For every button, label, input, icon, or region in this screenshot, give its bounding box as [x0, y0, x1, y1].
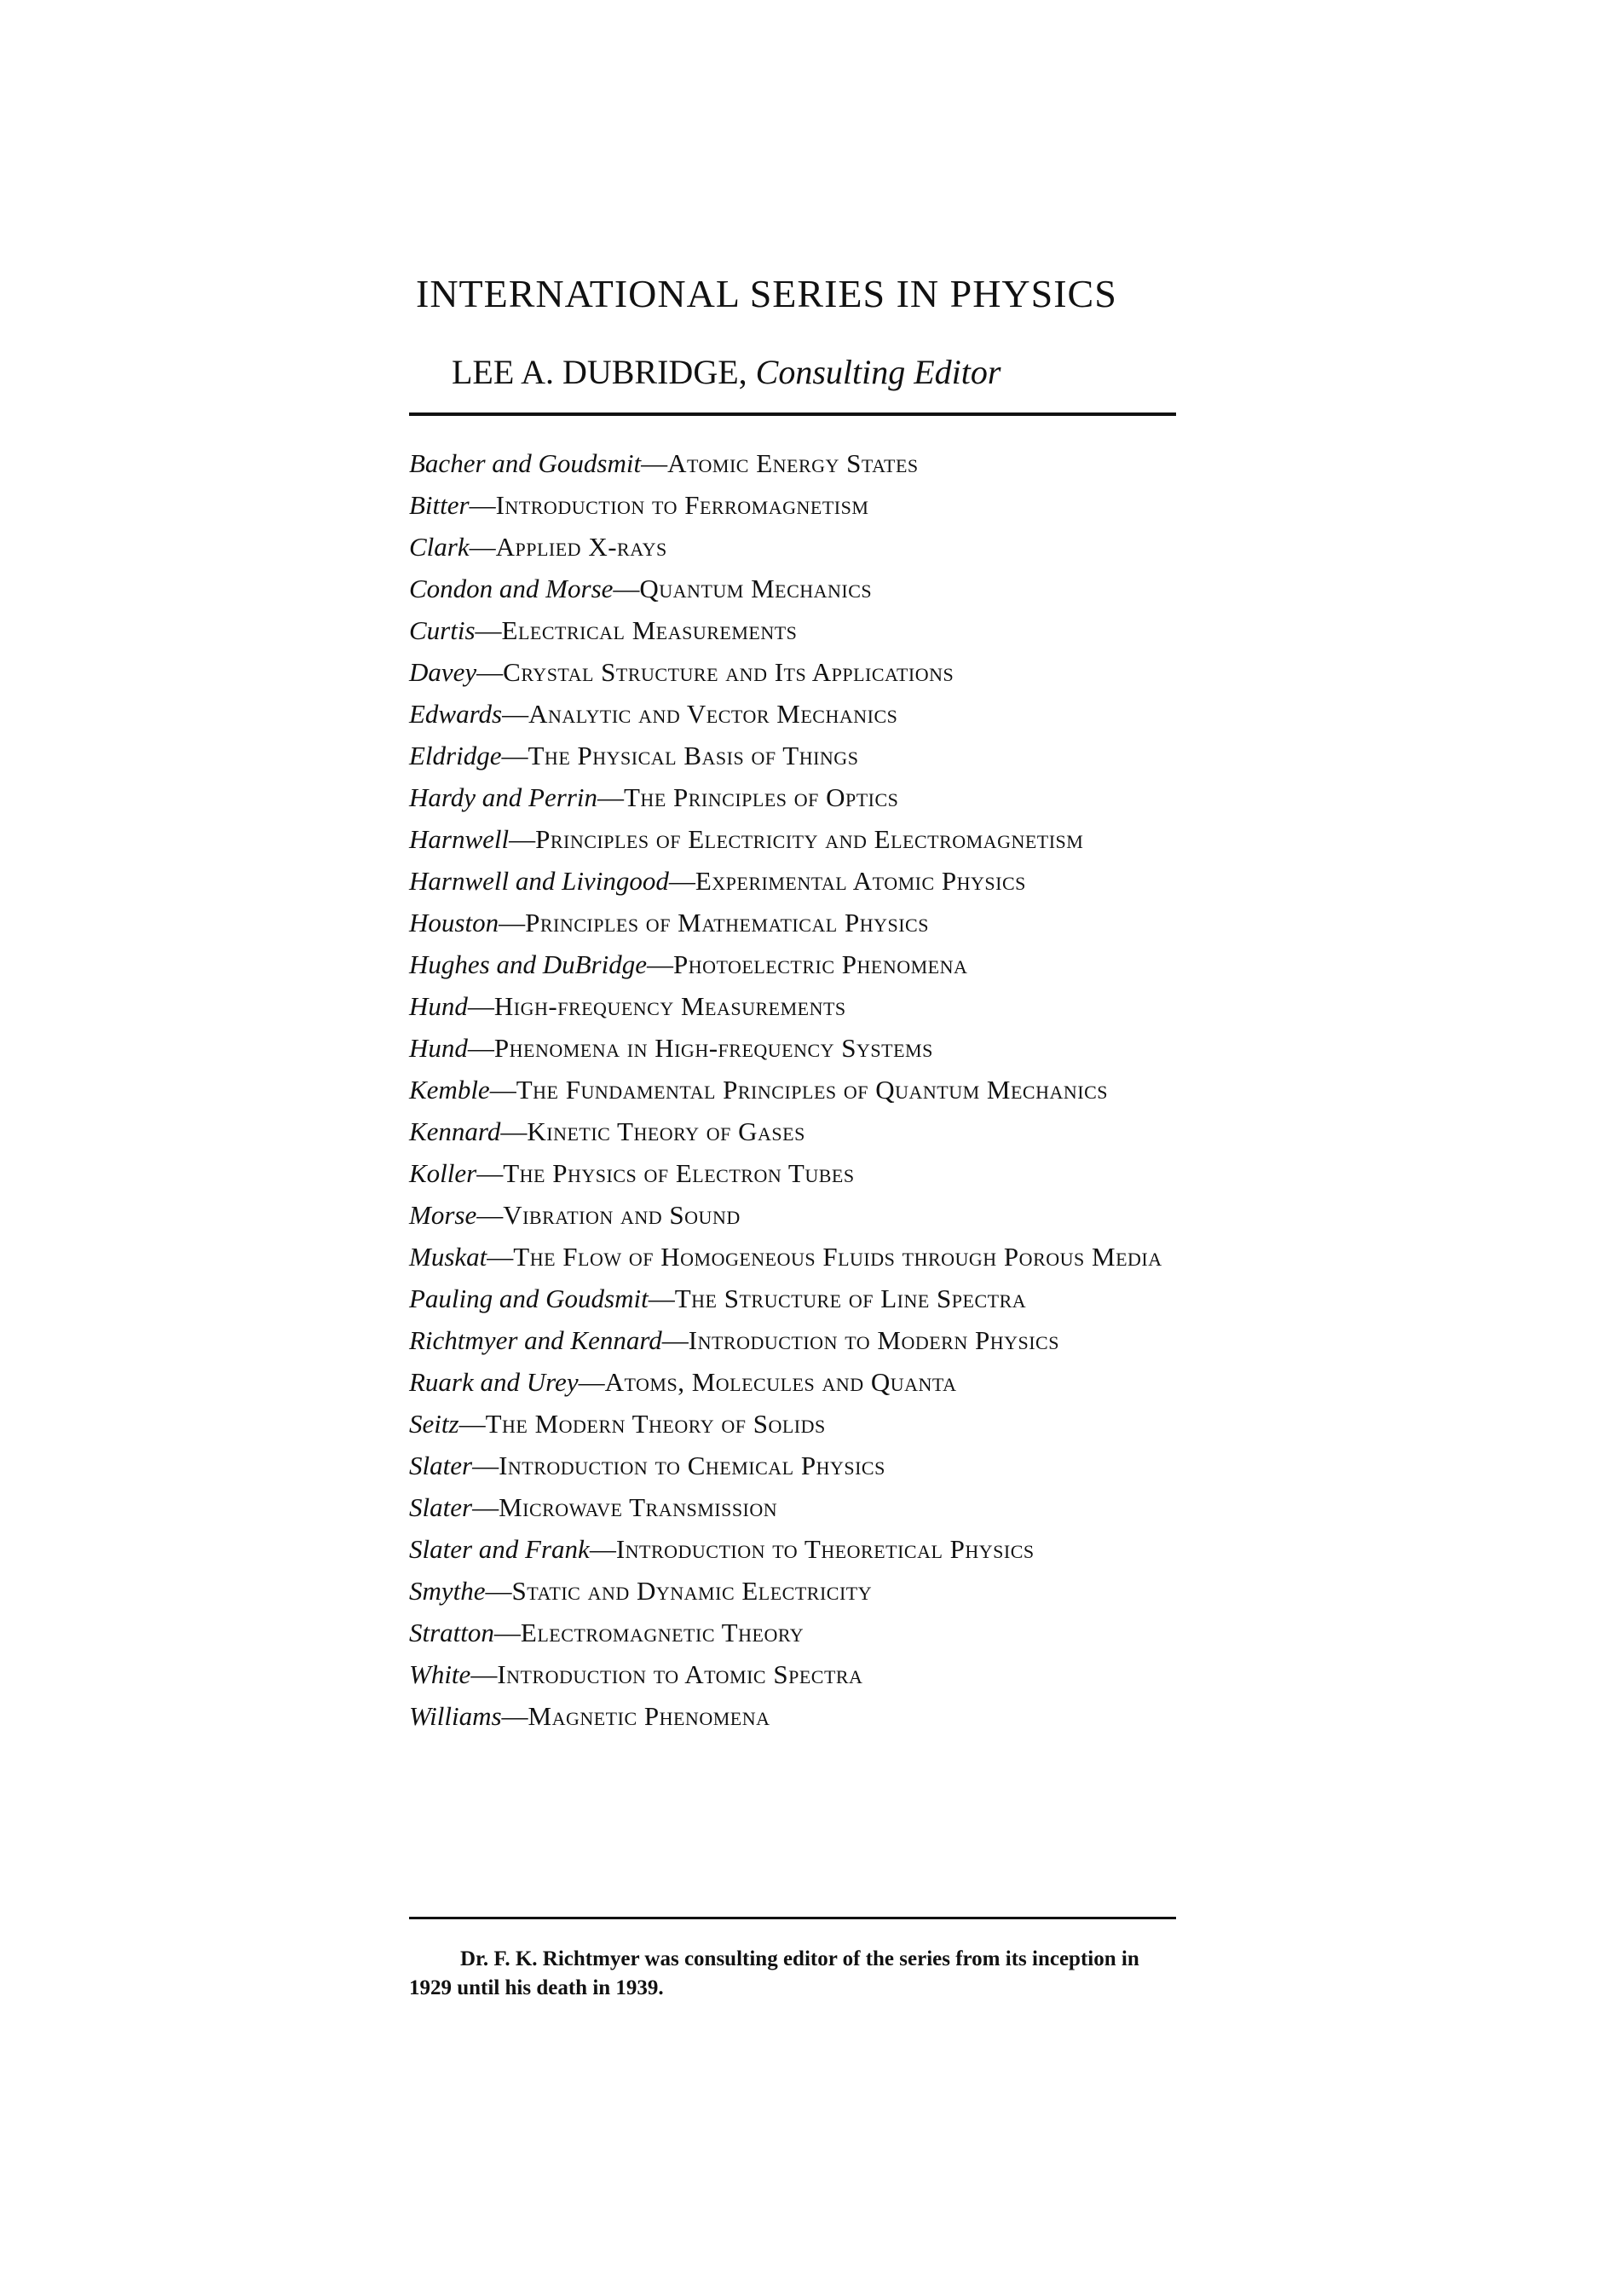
book-entry — [409, 1152, 1176, 1194]
entry-separator: — — [467, 991, 494, 1021]
entry-title: Atoms, Molecules and Quanta — [604, 1367, 957, 1397]
editor-name: LEE A. DUBRIDGE — [452, 353, 739, 391]
entry-title: The Physics of Electron Tubes — [503, 1158, 855, 1188]
book-entry — [409, 1111, 1176, 1152]
entry-separator: — — [467, 1033, 494, 1063]
entry-author: Edwards — [409, 699, 503, 729]
book-entry — [409, 1612, 1176, 1653]
book-entry — [409, 568, 1176, 609]
entry-author: Morse — [409, 1200, 477, 1230]
header-rule — [409, 412, 1176, 416]
book-entry — [409, 609, 1176, 651]
entry-title: Kinetic Theory of Gases — [527, 1116, 805, 1146]
entry-separator: — — [475, 615, 502, 645]
entry-author: Ruark and Urey — [409, 1367, 579, 1397]
entry-separator: — — [469, 532, 496, 562]
entry-separator: — — [493, 1618, 521, 1647]
entry-separator: — — [487, 1242, 514, 1272]
entry-author: Hund — [409, 991, 468, 1021]
entry-author: Houston — [409, 908, 499, 937]
book-entry — [409, 776, 1176, 818]
entry-author: Pauling and Goudsmit — [409, 1284, 649, 1313]
footnote-rule — [409, 1917, 1176, 1919]
entry-separator: — — [648, 1284, 675, 1313]
book-entry — [409, 1528, 1176, 1570]
book-entry — [409, 1403, 1176, 1445]
entry-author: White — [409, 1659, 471, 1689]
entry-title: Introduction to Modern Physics — [688, 1325, 1059, 1355]
book-entry — [409, 1445, 1176, 1486]
entry-author: Slater — [409, 1492, 473, 1522]
entry-author: Clark — [409, 532, 470, 562]
entry-title: Experimental Atomic Physics — [695, 866, 1026, 896]
entry-separator: — — [472, 1451, 499, 1480]
entry-separator: — — [470, 1659, 498, 1689]
book-entry — [409, 1653, 1176, 1695]
series-title: INTERNATIONAL SERIES IN PHYSICS — [416, 272, 1117, 315]
entry-title: Electromagnetic Theory — [520, 1618, 804, 1647]
entry-separator: — — [485, 1576, 512, 1606]
entry-title: The Fundamental Principles of Quantum Mechanics — [516, 1075, 1109, 1105]
entry-separator: — — [469, 490, 496, 520]
entry-title: Magnetic Phenomena — [528, 1701, 770, 1731]
entry-separator: — — [641, 448, 668, 478]
entry-separator: — — [476, 1158, 504, 1188]
entry-separator: — — [613, 574, 640, 603]
editor-line — [452, 352, 1219, 392]
footnote: Dr. F. K. Richtmyer was consulting editor of the series from its inception in 1929 until his death in 1939. — [409, 1947, 1139, 1999]
entry-author: Koller — [409, 1158, 477, 1188]
entry-separator: — — [501, 1701, 528, 1731]
entry-author: Condon and Morse — [409, 574, 614, 603]
book-entry — [409, 1278, 1176, 1319]
book-entry — [409, 1570, 1176, 1612]
entry-author: Bacher and Goudsmit — [409, 448, 642, 478]
book-entry — [409, 735, 1176, 776]
entry-title: Analytic and Vector Mechanics — [528, 699, 898, 729]
entry-author: Hund — [409, 1033, 468, 1063]
entry-author: Eldridge — [409, 741, 502, 770]
entry-title: Introduction to Theoretical Physics — [615, 1534, 1035, 1564]
entry-author: Stratton — [409, 1618, 494, 1647]
entry-author: Hughes and DuBridge — [409, 949, 647, 979]
entry-title: Quantum Mechanics — [639, 574, 873, 603]
entry-separator: — — [489, 1075, 516, 1105]
entry-separator: — — [499, 908, 526, 937]
entry-separator: — — [646, 949, 673, 979]
entry-author: Curtis — [409, 615, 476, 645]
entry-author: Kennard — [409, 1116, 501, 1146]
book-entry — [409, 693, 1176, 735]
entry-title: Electrical Measurements — [501, 615, 798, 645]
editor-role: Consulting Editor — [755, 353, 1001, 391]
entry-author: Muskat — [409, 1242, 487, 1272]
entry-separator: — — [502, 699, 529, 729]
entry-author: Harnwell and Livingood — [409, 866, 669, 896]
entry-author: Seitz — [409, 1409, 459, 1439]
entry-separator: — — [476, 657, 504, 687]
book-entry — [409, 442, 1176, 484]
entry-separator: — — [472, 1492, 499, 1522]
book-entry — [409, 860, 1176, 902]
book-entry — [409, 1194, 1176, 1236]
book-entry — [409, 1027, 1176, 1069]
book-entry — [409, 1319, 1176, 1361]
entry-separator: — — [668, 866, 695, 896]
book-entry — [409, 985, 1176, 1027]
entry-title: Applied X-rays — [495, 532, 667, 562]
entry-title: The Principles of Optics — [624, 782, 899, 812]
entry-separator: — — [578, 1367, 605, 1397]
entry-separator: — — [476, 1200, 504, 1230]
entry-author: Davey — [409, 657, 477, 687]
editor-comma: , — [738, 353, 756, 391]
entry-separator: — — [589, 1534, 616, 1564]
entry-author: Richtmyer and Kennard — [409, 1325, 662, 1355]
entry-title: Photoelectric Phenomena — [672, 949, 968, 979]
book-entry — [409, 1361, 1176, 1403]
entry-separator: — — [597, 782, 624, 812]
book-entry — [409, 484, 1176, 526]
entry-title: Atomic Energy States — [667, 448, 919, 478]
entry-title: The Modern Theory of Solids — [485, 1409, 826, 1439]
entry-title: Introduction to Ferromagnetism — [495, 490, 869, 520]
entry-author: Williams — [409, 1701, 502, 1731]
entry-separator: — — [661, 1325, 689, 1355]
entry-title: Microwave Transmission — [499, 1492, 778, 1522]
entry-title: Principles of Electricity and Electromagnetism — [535, 824, 1084, 854]
entry-separator: — — [500, 1116, 528, 1146]
entry-title: Introduction to Atomic Spectra — [497, 1659, 863, 1689]
entry-author: Kemble — [409, 1075, 490, 1105]
book-entry — [409, 818, 1176, 860]
book-entry — [409, 651, 1176, 693]
entry-separator: — — [501, 741, 528, 770]
entry-author: Bitter — [409, 490, 470, 520]
entry-author: Slater and Frank — [409, 1534, 590, 1564]
entry-title: The Flow of Homogeneous Fluids through Porous Media — [513, 1242, 1162, 1272]
book-entry — [409, 943, 1176, 985]
entry-separator: — — [458, 1409, 486, 1439]
entry-author: Hardy and Perrin — [409, 782, 597, 812]
entry-author: Harnwell — [409, 824, 510, 854]
entry-title: The Physical Basis of Things — [528, 741, 859, 770]
book-list — [409, 442, 1176, 1737]
entry-author: Slater — [409, 1451, 473, 1480]
entry-title: Introduction to Chemical Physics — [499, 1451, 885, 1480]
book-entry — [409, 1236, 1176, 1278]
entry-title: Crystal Structure and Its Applications — [503, 657, 954, 687]
book-entry — [409, 1486, 1176, 1528]
entry-title: Principles of Mathematical Physics — [525, 908, 929, 937]
entry-separator: — — [509, 824, 536, 854]
entry-title: Phenomena in High-frequency Systems — [493, 1033, 933, 1063]
entry-title: The Structure of Line Spectra — [674, 1284, 1027, 1313]
entry-title: Vibration and Sound — [503, 1200, 741, 1230]
entry-author: Smythe — [409, 1576, 486, 1606]
entry-title: Static and Dynamic Electricity — [511, 1576, 873, 1606]
book-entry — [409, 902, 1176, 943]
book-entry — [409, 1695, 1176, 1737]
book-entry — [409, 1069, 1176, 1111]
entry-title: High-frequency Measurements — [493, 991, 846, 1021]
book-entry — [409, 526, 1176, 568]
